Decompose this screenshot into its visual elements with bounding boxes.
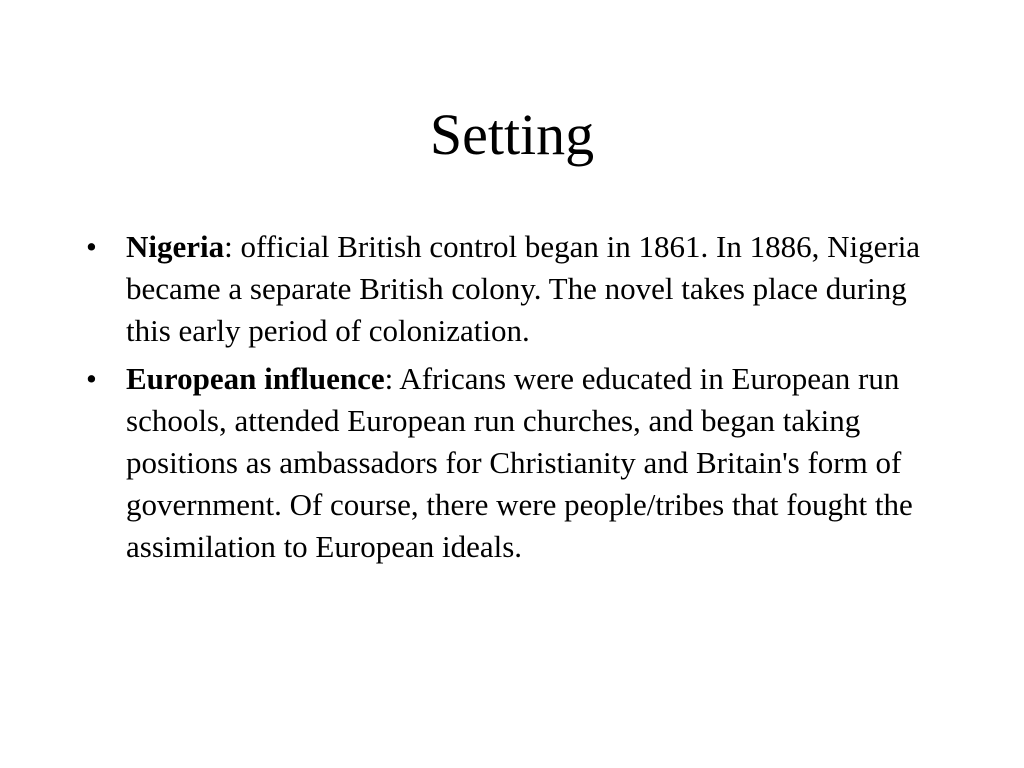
bullet-marker: • <box>86 361 97 396</box>
slide-title: Setting <box>429 102 595 167</box>
bullet-term: European influence <box>126 361 385 396</box>
bullet-text: : Africans were educated in European run schools, attended European run churches, and began taking positions as ambassadors for Christianity and Britain's form of government. Of course, there were people/tribes that fought the assimilation to European ideals. <box>126 361 913 564</box>
bullet-list <box>86 226 946 574</box>
bullet-text: : official British control began in 1861. In 1886, Nigeria became a separate British colony. The novel takes place during this early period of colonization. <box>126 229 921 348</box>
bullet-item-european-influence <box>86 358 946 568</box>
bullet-term: Nigeria <box>126 229 225 264</box>
bullet-marker: • <box>86 229 97 264</box>
bullet-item-nigeria <box>86 226 946 352</box>
